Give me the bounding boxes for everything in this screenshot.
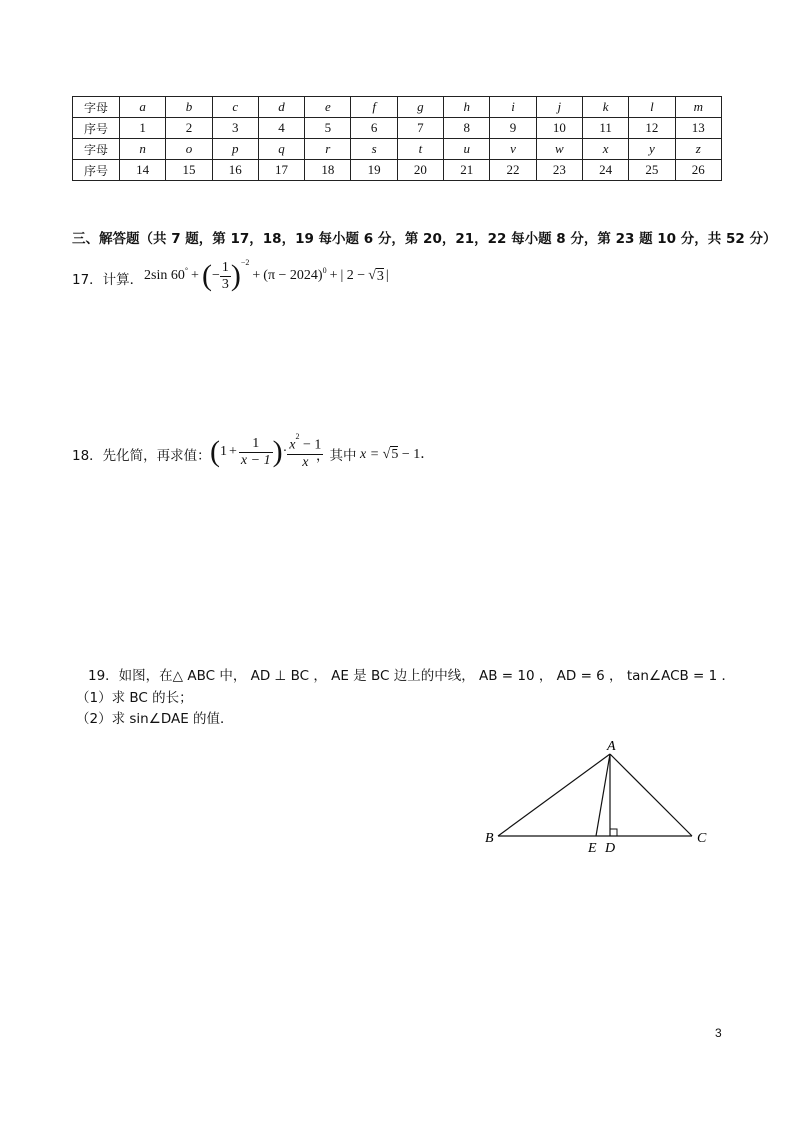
- label-C: C: [697, 831, 707, 846]
- q17-lparen: (: [201, 259, 212, 292]
- row-header: 序号: [73, 118, 120, 139]
- table-cell: y: [629, 139, 675, 160]
- right-angle-mark: [610, 829, 617, 836]
- table-cell: h: [444, 97, 490, 118]
- table-cell: 10: [536, 118, 582, 139]
- q18-lparen: (: [210, 435, 220, 468]
- q17-frac-num: 1: [221, 259, 229, 275]
- table-cell: 19: [351, 160, 397, 181]
- q17-sqrt3: 3: [376, 268, 384, 284]
- table-cell: b: [166, 97, 212, 118]
- table-cell: 15: [166, 160, 212, 181]
- label-A: A: [607, 739, 616, 754]
- table-cell: g: [397, 97, 443, 118]
- table-cell: x: [582, 139, 628, 160]
- table-cell: 12: [629, 118, 675, 139]
- table-cell: 8: [444, 118, 490, 139]
- table-cell: l: [629, 97, 675, 118]
- section-heading: 三、解答题（共 7 题，第 17，18，19 每小题 6 分，第 20，21，22 每小题 8 分，第 23 题 10 分，共 52 分）: [72, 231, 777, 247]
- table-cell: u: [444, 139, 490, 160]
- table-cell: q: [258, 139, 304, 160]
- table-cell: c: [212, 97, 258, 118]
- q17-frac-den: 3: [221, 276, 229, 292]
- table-cell: p: [212, 139, 258, 160]
- q17-degree: °: [184, 265, 189, 275]
- table-cell: v: [490, 139, 536, 160]
- table-cell: e: [305, 97, 351, 118]
- table-cell: 22: [490, 160, 536, 181]
- table-cell: 13: [675, 118, 721, 139]
- q18-one: 1: [220, 444, 227, 459]
- q17-neg-sign: −: [211, 268, 220, 283]
- table-cell: 16: [212, 160, 258, 181]
- table-cell: m: [675, 97, 721, 118]
- letter-index-table: [72, 96, 722, 181]
- table-cell: t: [397, 139, 443, 160]
- table-cell: 1: [120, 118, 166, 139]
- table-cell: 11: [582, 118, 628, 139]
- q18-where: ，其中: [316, 448, 357, 464]
- table-cell: 6: [351, 118, 397, 139]
- q18-plus: +: [229, 444, 237, 459]
- page-number: 3: [715, 1026, 722, 1040]
- q17-label: 17．计算．: [72, 272, 144, 288]
- table-cell: o: [166, 139, 212, 160]
- q17-zero-exp: 0: [322, 265, 327, 275]
- table-cell: 14: [120, 160, 166, 181]
- label-D: D: [605, 841, 616, 856]
- table-cell: 2: [166, 118, 212, 139]
- table-cell: 5: [305, 118, 351, 139]
- q17-plus-2: +: [252, 268, 261, 283]
- q17-abs-close: |: [385, 268, 389, 283]
- table-cell: r: [305, 139, 351, 160]
- table-cell: k: [582, 97, 628, 118]
- numbers-row-2: [73, 160, 722, 181]
- letters-row-1: [73, 97, 722, 118]
- table-cell: n: [120, 139, 166, 160]
- q18-dot: ·: [282, 444, 288, 459]
- q18-x-value: x = √5 − 1．: [360, 447, 435, 462]
- q17-fraction: [220, 260, 231, 293]
- row-header: 字母: [73, 139, 120, 160]
- q17-exponent: −2: [240, 257, 250, 267]
- table-cell: s: [351, 139, 397, 160]
- q18-label: 18．先化简，再求值：: [72, 448, 211, 464]
- q18-expression: [210, 432, 323, 472]
- table-cell: 23: [536, 160, 582, 181]
- q19-part-2: （2）求 sin∠DAE 的值．: [76, 711, 234, 727]
- q17-rparen: ): [230, 259, 241, 292]
- q18-fraction-1: [239, 436, 273, 469]
- q17-plus-1: +: [191, 268, 199, 283]
- table-cell: j: [536, 97, 582, 118]
- table-cell: a: [120, 97, 166, 118]
- table-cell: 4: [258, 118, 304, 139]
- q18-frac1-num: 1: [239, 436, 273, 453]
- table-cell: i: [490, 97, 536, 118]
- row-header: 字母: [73, 97, 120, 118]
- q17-expression: 2sin 60 ° + ( − $\frac{1}{3}$ ) $^{-2}$ + (π − 2024) $^0$ + | 2 − √ 3 |: [144, 257, 389, 292]
- table-cell: w: [536, 139, 582, 160]
- segment-AB: [498, 754, 610, 836]
- table-cell: 24: [582, 160, 628, 181]
- q17-plus-3: +: [329, 268, 338, 283]
- q18-frac2-num: $x^2 - 1$: [289, 432, 322, 453]
- q17-pi-term: (π − 2024): [263, 268, 323, 283]
- table-cell: 7: [397, 118, 443, 139]
- letters-row-2: [73, 139, 722, 160]
- table-cell: 26: [675, 160, 721, 181]
- table-cell: 3: [212, 118, 258, 139]
- table-cell: d: [258, 97, 304, 118]
- q17-abs-open: | 2 −: [340, 268, 366, 283]
- table-cell: z: [675, 139, 721, 160]
- table-cell: 25: [629, 160, 675, 181]
- q18-frac2-den: x: [302, 454, 309, 470]
- numbers-row-1: [73, 118, 722, 139]
- q19-stem: 19．如图，在△ ABC 中， AD ⊥ BC ， AE 是 BC 边上的中线， AB = 10 ， AD = 6 ， tan∠ACB = 1 ．: [88, 668, 736, 684]
- segment-AC: [610, 754, 692, 836]
- row-header: 序号: [73, 160, 120, 181]
- q18-frac1-den: x − 1: [240, 452, 271, 468]
- q18-rparen: ): [272, 435, 283, 468]
- table-cell: 17: [258, 160, 304, 181]
- table-cell: 18: [305, 160, 351, 181]
- label-E: E: [588, 841, 597, 856]
- q19-part-1: （1）求 BC 的长；: [76, 690, 193, 706]
- segment-AE: [596, 754, 610, 836]
- table-cell: f: [351, 97, 397, 118]
- triangle-figure: [480, 730, 720, 860]
- table-cell: 21: [444, 160, 490, 181]
- q17-sin-term: 2sin 60: [144, 268, 185, 283]
- table-cell: 9: [490, 118, 536, 139]
- table-cell: 20: [397, 160, 443, 181]
- label-B: B: [485, 831, 494, 846]
